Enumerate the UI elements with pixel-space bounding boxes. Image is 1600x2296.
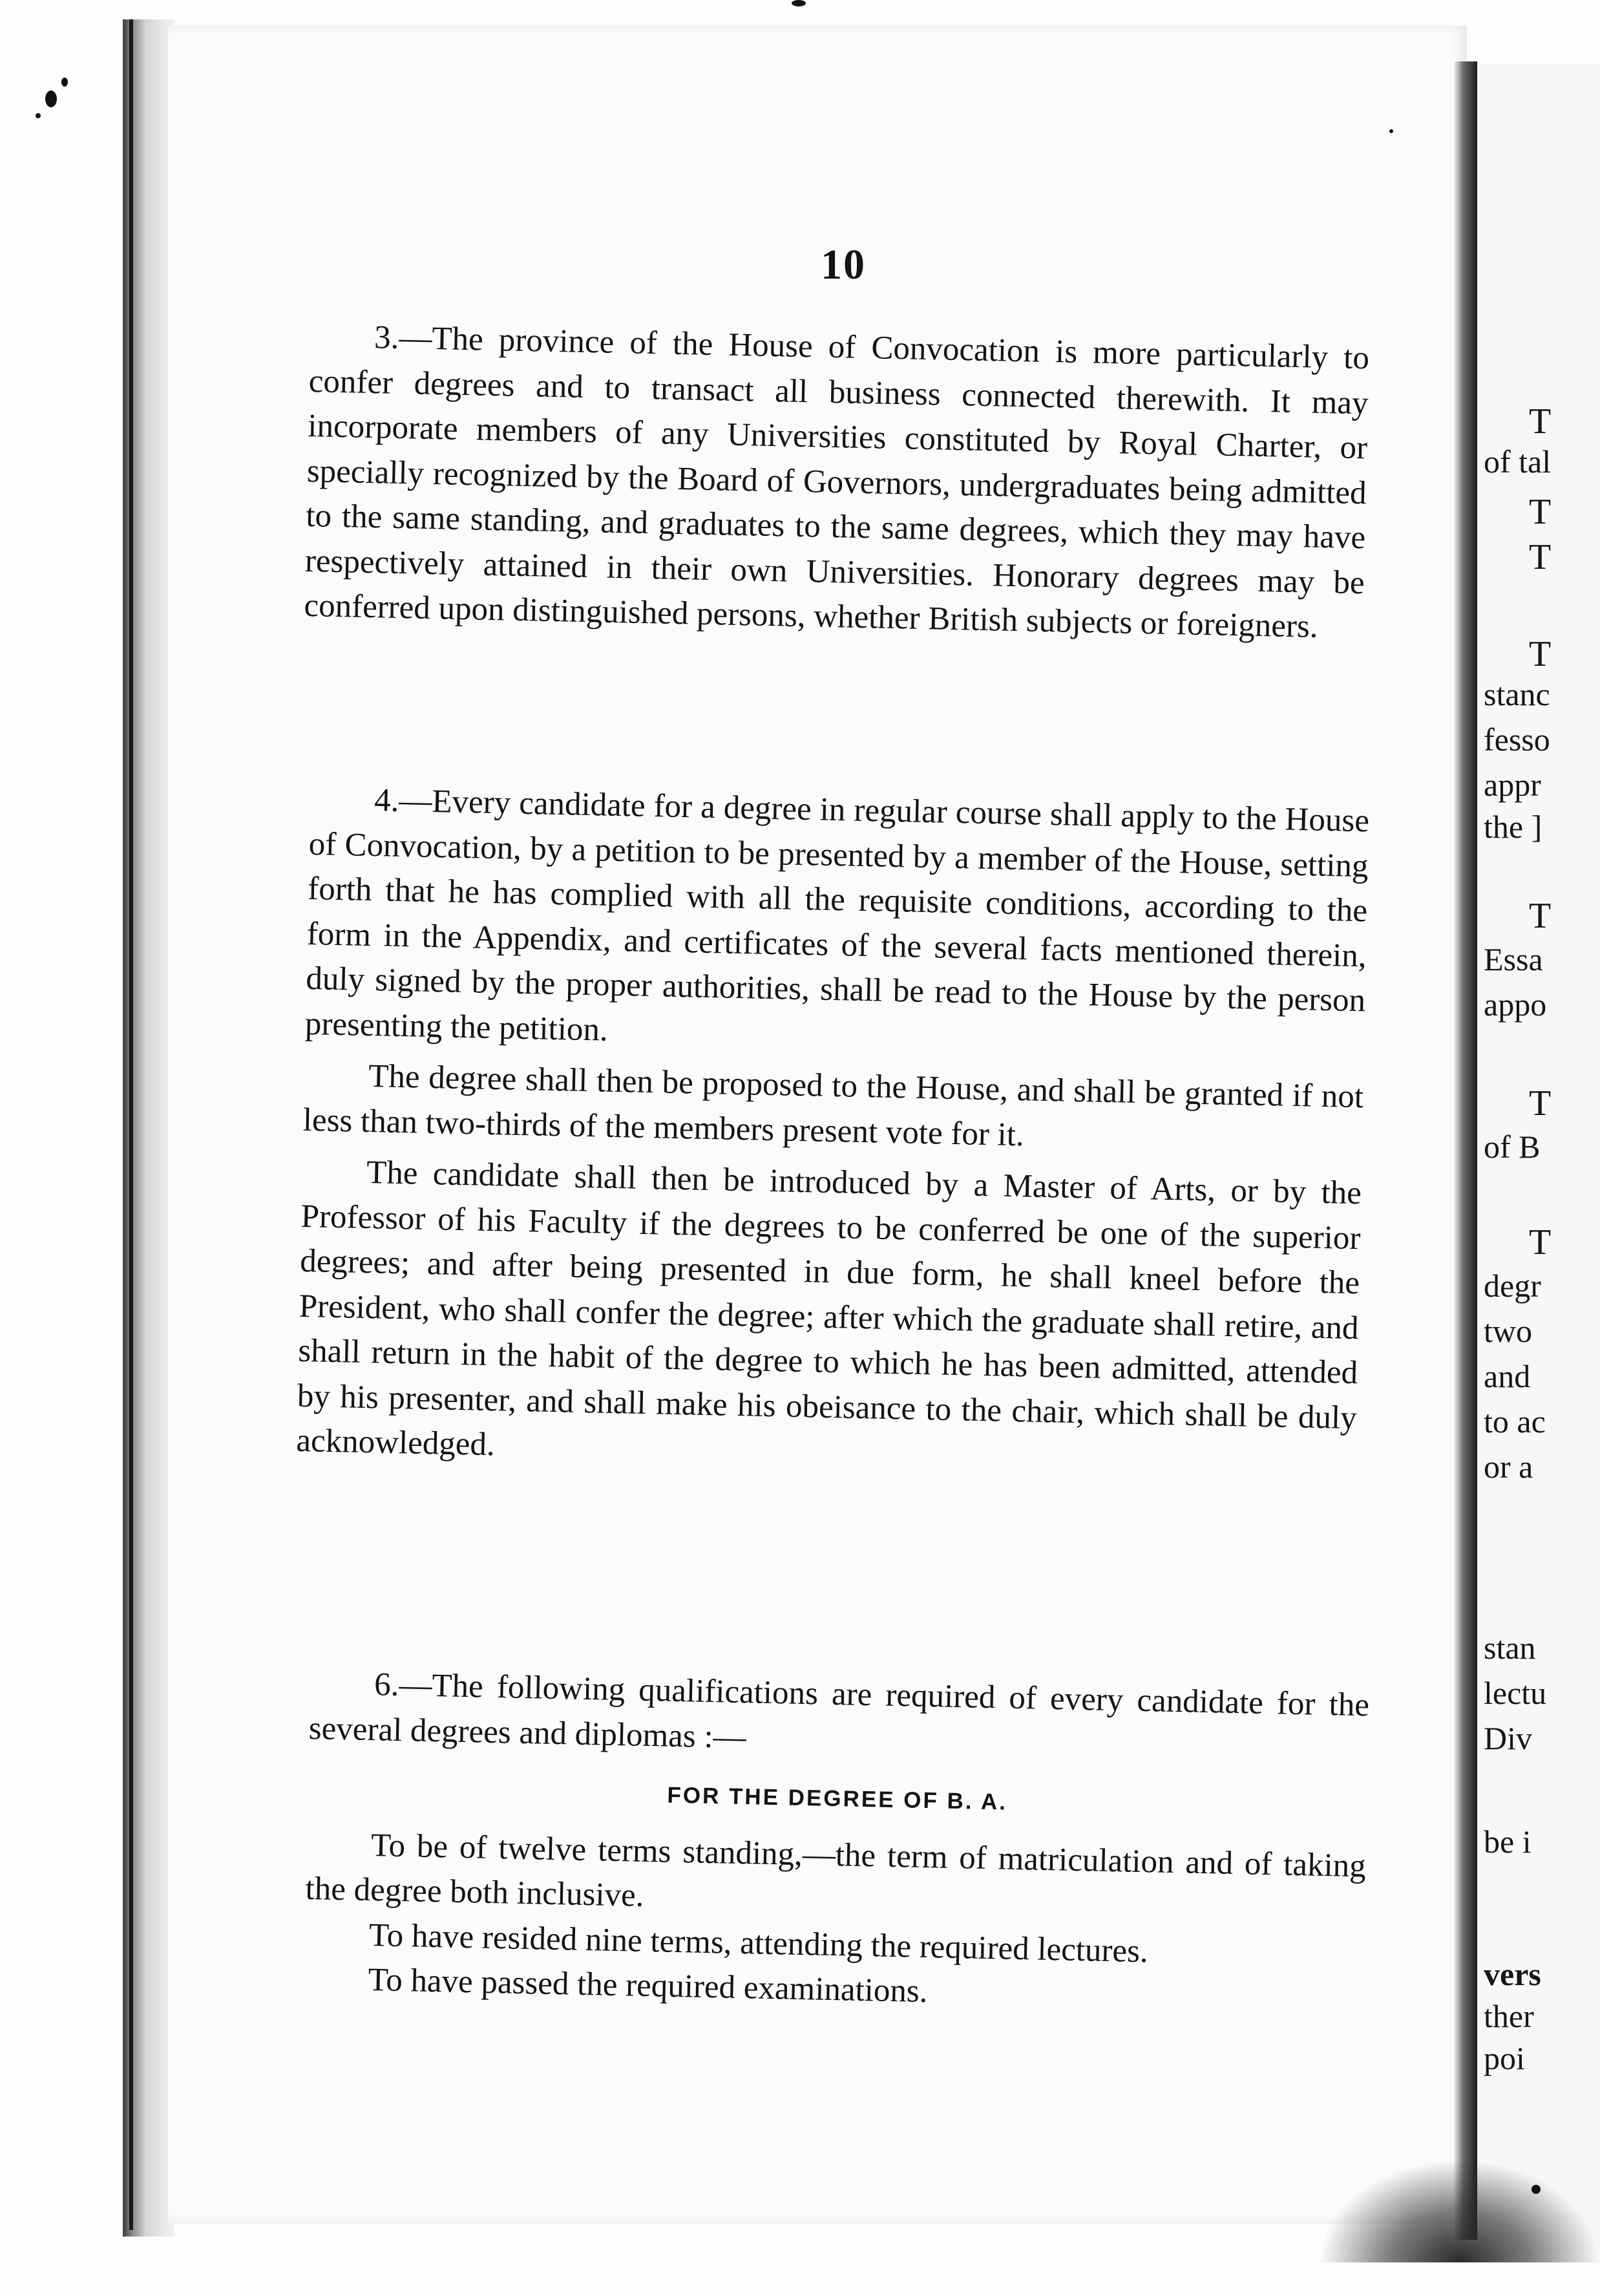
next-page-text: T — [1529, 401, 1552, 441]
next-page-text: poi — [1484, 2040, 1525, 2076]
next-page-text: T — [1529, 492, 1552, 532]
next-page-text: or a — [1484, 1449, 1533, 1485]
next-page-text: the ] — [1484, 809, 1542, 845]
section-3-paragraph: 3.—The province of the House of Convocation is more particularly to confer degrees and to transact all business connected therewith. It may incorporate members of any Universities constituted by Royal Charter, or specially recognized by the Board of Governors, undergraduates being admitted to the same standing, and graduates to the same degrees, which they may have respectively attained in their own Universities. Honorary degrees may be conferred upon distinguished persons, whether British subjects or foreigners. — [303, 319, 1370, 645]
section-4 — [296, 777, 1370, 1486]
next-page-text: to ac — [1484, 1403, 1546, 1440]
degree-heading: FOR THE DEGREE OF B. A. — [667, 1782, 1008, 1815]
next-page-text: stan — [1484, 1630, 1536, 1666]
binding-edge-line — [129, 19, 133, 2230]
right-page-edge — [1454, 61, 1477, 2240]
next-page-text: appo — [1484, 986, 1547, 1023]
next-page-text: of B — [1484, 1129, 1541, 1165]
next-page-text: lectu — [1484, 1675, 1547, 1711]
requirement-item: To be of twelve terms standing,—the term of matriculation and of taking the degree both inclusive. — [305, 1827, 1367, 1914]
section-6 — [303, 1661, 1370, 2024]
next-page-text: be i — [1484, 1823, 1532, 1860]
requirement-item: To have resided nine terms, attending the required lectures. — [368, 1917, 1149, 1970]
next-page-text: of tal — [1484, 443, 1552, 480]
next-page-text: two — [1484, 1313, 1532, 1349]
next-page-text: ther — [1484, 1998, 1534, 2034]
next-page-text: T — [1529, 1222, 1552, 1262]
ink-speck — [1389, 129, 1393, 133]
ink-speck — [61, 78, 68, 87]
page-number: 10 — [821, 241, 866, 288]
section-6-intro: 6.—The following qualifications are required of every candidate for the several degrees and diplomas :— — [308, 1666, 1370, 1756]
ink-speck — [45, 90, 57, 107]
page-curl-shadow — [1318, 2159, 1600, 2262]
requirement-item: To have passed the required examinations. — [368, 1961, 929, 2010]
section-4-paragraph-1: 4.—Every candidate for a degree in regular course shall apply to the House of Convocation, by a petition to be presented by a member of the House, setting forth that he has complied with all the requisite conditions, according to the form in the Appendix, and certificates of the several facts mentioned therein, duly signed by the proper authorities, shall be read to the House by the person presenting the petition. — [304, 782, 1370, 1048]
next-page-text: fesso — [1484, 721, 1550, 758]
section-4-paragraph-2: The degree shall then be proposed to the House, and shall be granted if not less than two-thirds of the members present vote for it. — [302, 1058, 1364, 1153]
ink-speck — [792, 0, 806, 6]
next-page-text: T — [1529, 634, 1552, 674]
next-page-text: degr — [1484, 1268, 1541, 1304]
next-page-text: T — [1529, 896, 1552, 936]
next-page-text: vers — [1484, 1956, 1541, 1992]
next-page-text: T — [1529, 1083, 1552, 1123]
next-page-text: T — [1529, 537, 1552, 577]
next-page-fragment — [1477, 65, 1600, 2262]
ink-speck — [36, 113, 41, 118]
next-page-text: Div — [1484, 1720, 1532, 1756]
next-page-text: stanc — [1484, 676, 1550, 712]
section-3 — [304, 314, 1370, 651]
next-page-text: appr — [1484, 767, 1541, 803]
next-page-text: and — [1484, 1358, 1531, 1394]
next-page-text: Essa — [1484, 941, 1543, 977]
ink-speck — [1532, 2185, 1541, 2194]
section-4-paragraph-3: The candidate shall then be introduced by a Master of Arts, or by the Professor of his Faculty if the degrees to be conferred be one of the superior degrees; and after being presented in due form, he shall kneel before the President, who shall confer the degree; after which the graduate shall retire, and shall return in the habit of the degree to which he has been admitted, attended by his presenter, and shall make his obeisance to the chair, which shall be duly acknowledged. — [295, 1154, 1362, 1463]
